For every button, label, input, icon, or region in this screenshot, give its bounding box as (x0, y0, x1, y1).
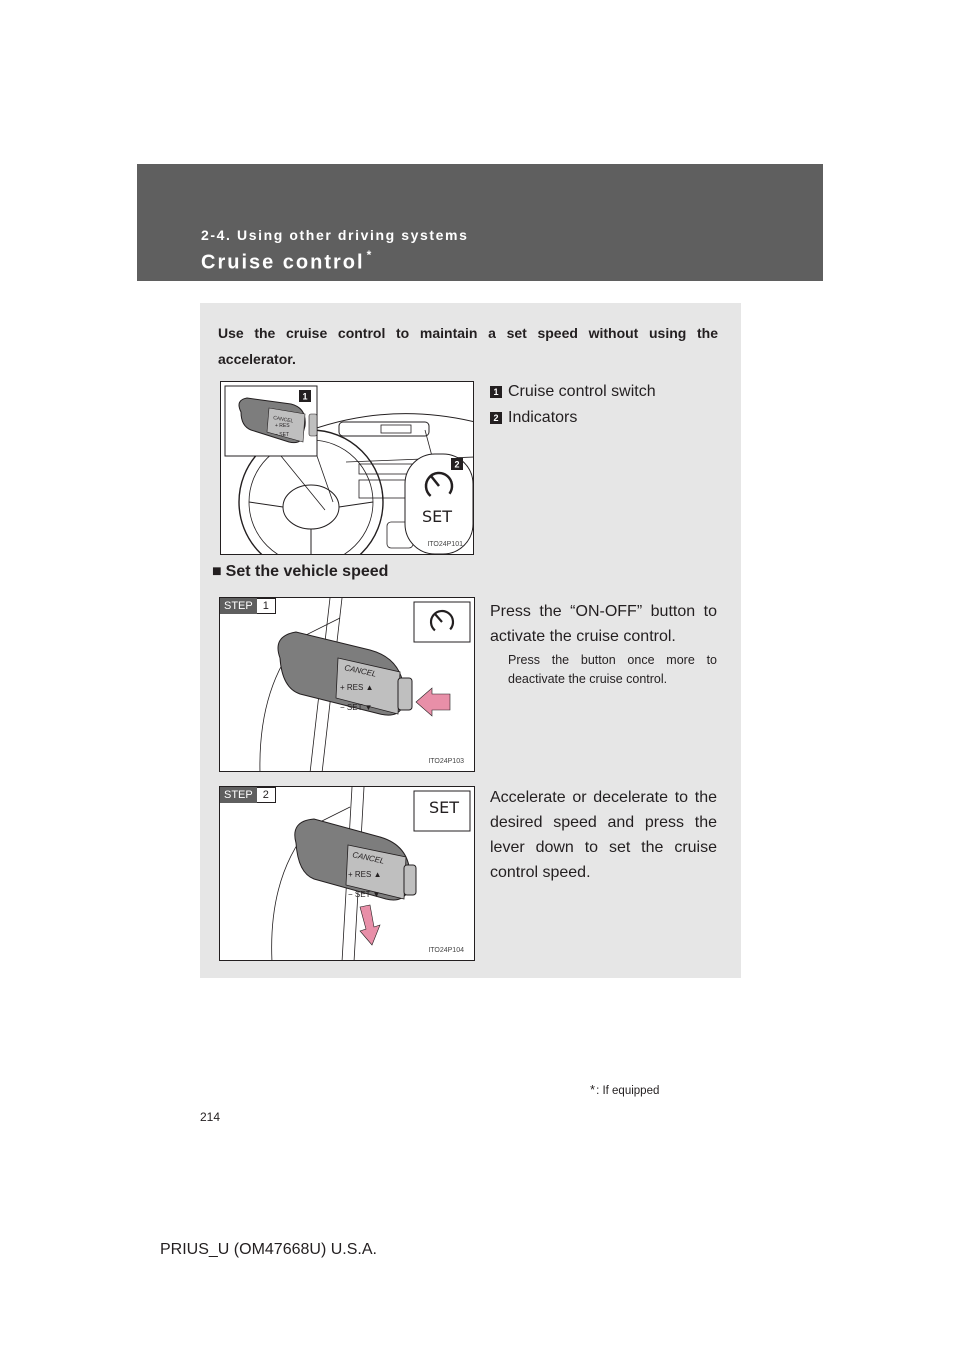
step-2-figure (219, 786, 475, 961)
set-indicator-text: SET (429, 798, 460, 817)
step-1-text: Press the “ON-OFF” button to activate the cruise control. (490, 603, 717, 645)
svg-text:1: 1 (302, 391, 308, 402)
step-number: 1 (257, 598, 276, 614)
step-2-text: Accelerate or decelerate to the desired speed and press the lever down to set the cruise control speed. (490, 789, 717, 881)
footnote-text: : If equipped (596, 1085, 660, 1097)
asterisk-mark: * (590, 1082, 596, 1097)
callout-item (490, 379, 656, 405)
page-title (201, 250, 371, 275)
section-subheading (212, 563, 388, 581)
svg-text:SET: SET (422, 507, 453, 526)
title-text: Cruise control (201, 251, 365, 274)
intro-text: Use the cruise control to maintain a set speed without using the accelerator. (218, 325, 718, 367)
svg-text:+ RES ▲: + RES ▲ (340, 683, 374, 692)
svg-text:+ RES: + RES (275, 423, 290, 429)
content-panel (200, 303, 741, 978)
chapter-header (137, 164, 823, 281)
callout-number-badge: 1 (490, 386, 502, 398)
svg-text:− SET: − SET (275, 432, 290, 438)
on-off-press-illustration (220, 598, 475, 772)
svg-text:CANCEL: CANCEL (272, 415, 294, 425)
subheading-text: Set the vehicle speed (225, 563, 389, 580)
callout-number-badge: 2 (490, 412, 502, 424)
figure-code: ITO24P101 (427, 541, 463, 548)
svg-text:CANCEL: CANCEL (343, 663, 378, 679)
page-number: 214 (200, 1110, 221, 1124)
section-label: 2-4. Using other driving systems (201, 227, 469, 243)
equipped-mark: * (366, 248, 372, 262)
square-bullet-icon: ■ (212, 563, 222, 580)
callout-item (490, 405, 656, 431)
step-number: 2 (257, 787, 276, 803)
svg-text:CANCEL: CANCEL (351, 850, 386, 866)
step-1-note: Press the button once more to deactivate the cruise control. (508, 653, 717, 686)
callout-label: Cruise control switch (508, 383, 656, 400)
footnote (590, 1082, 659, 1097)
step-word: STEP (220, 787, 257, 803)
model-code: PRIUS_U (OM47668U) U.S.A. (160, 1241, 377, 1258)
figure-code: ITO24P104 (428, 947, 464, 954)
callout-label: Indicators (508, 409, 578, 426)
figure-code: ITO24P103 (428, 758, 464, 765)
step-badge (220, 598, 276, 614)
step-badge (220, 787, 276, 803)
callout-list (490, 379, 656, 431)
svg-text:− SET ▼: − SET ▼ (348, 890, 381, 899)
step-1-figure (219, 597, 475, 772)
dashboard-illustration (221, 382, 474, 555)
svg-text:+ RES ▲: + RES ▲ (348, 870, 382, 879)
dashboard-figure (220, 381, 474, 555)
step-word: STEP (220, 598, 257, 614)
svg-text:− SET ▼: − SET ▼ (340, 703, 373, 712)
svg-text:2: 2 (454, 459, 460, 470)
